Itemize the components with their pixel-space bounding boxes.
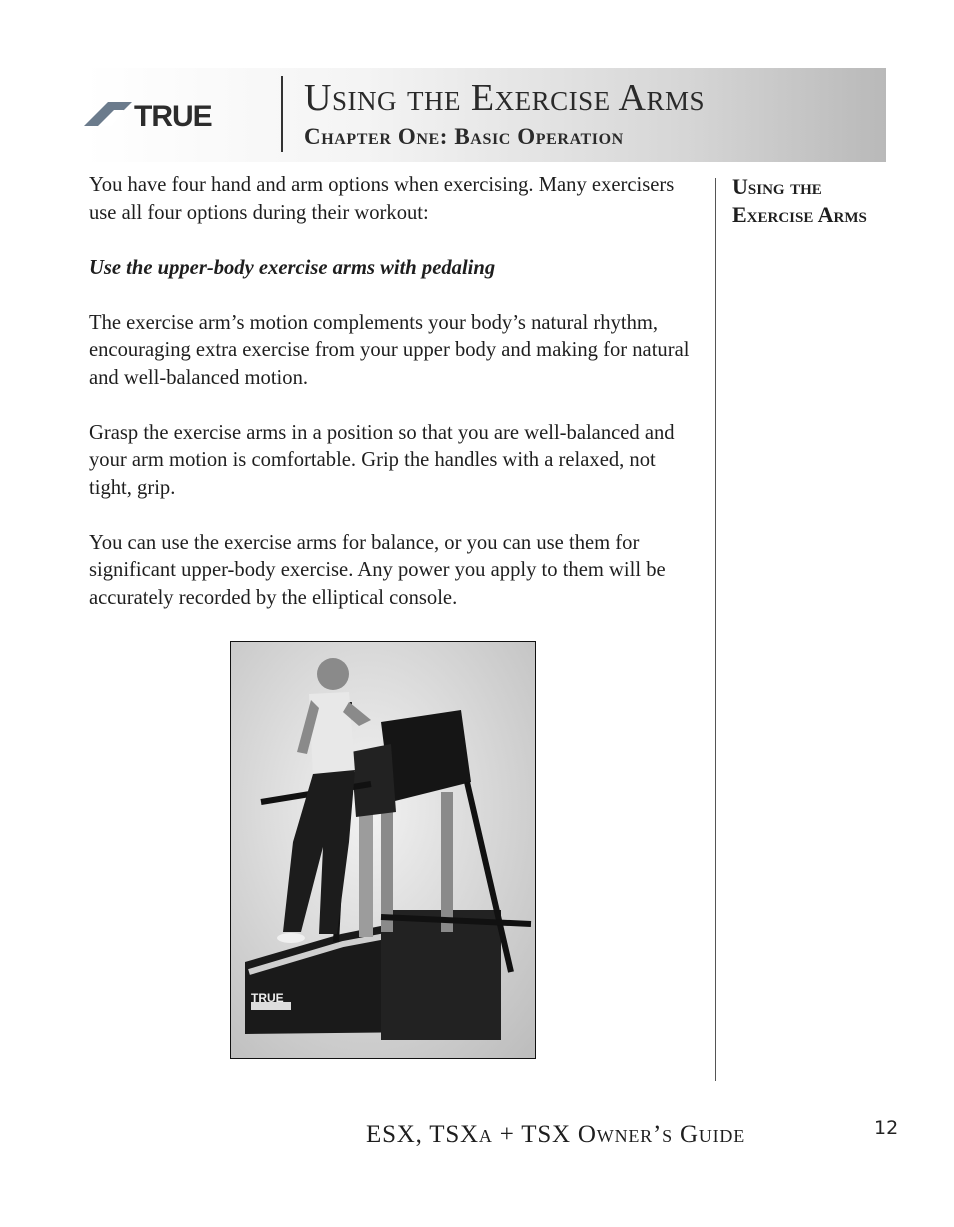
main-content bbox=[89, 172, 701, 640]
svg-text:TRUE: TRUE bbox=[251, 991, 284, 1005]
page-number: 12 bbox=[874, 1117, 899, 1139]
elliptical-photo bbox=[230, 641, 536, 1059]
chapter-subtitle: Chapter One: Basic Operation bbox=[304, 124, 624, 149]
intro-paragraph: You have four hand and arm options when exercising. Many exercisers use all four options during their workout: bbox=[89, 174, 675, 224]
guide-title: ESX, TSXa + TSX Owner’s Guide bbox=[366, 1121, 746, 1148]
body-paragraph: You can use the exercise arms for balance, or you can use them for significant upper-body exercise. Any power you apply to them will be accurately recorded by the elliptical console. bbox=[89, 531, 666, 609]
true-logo bbox=[84, 100, 254, 130]
body-paragraph: Grasp the exercise arms in a position so that you are well-balanced and your arm motion is comfortable. Grip the handles with a relaxed, not tight, grip. bbox=[89, 421, 675, 499]
option-heading: Use the upper-body exercise arms with pedaling bbox=[89, 256, 496, 279]
column-divider bbox=[715, 178, 716, 1081]
body-paragraph: The exercise arm’s motion complements your body’s natural rhythm, encouraging extra exercise from your upper body and making for natural and well-balanced motion. bbox=[89, 311, 690, 389]
logo-wordmark: TRUE bbox=[134, 100, 212, 130]
sidebar-heading: Using the Exercise Arms bbox=[732, 174, 867, 227]
page-title: Using the Exercise Arms bbox=[304, 77, 706, 119]
header-divider bbox=[281, 76, 283, 152]
